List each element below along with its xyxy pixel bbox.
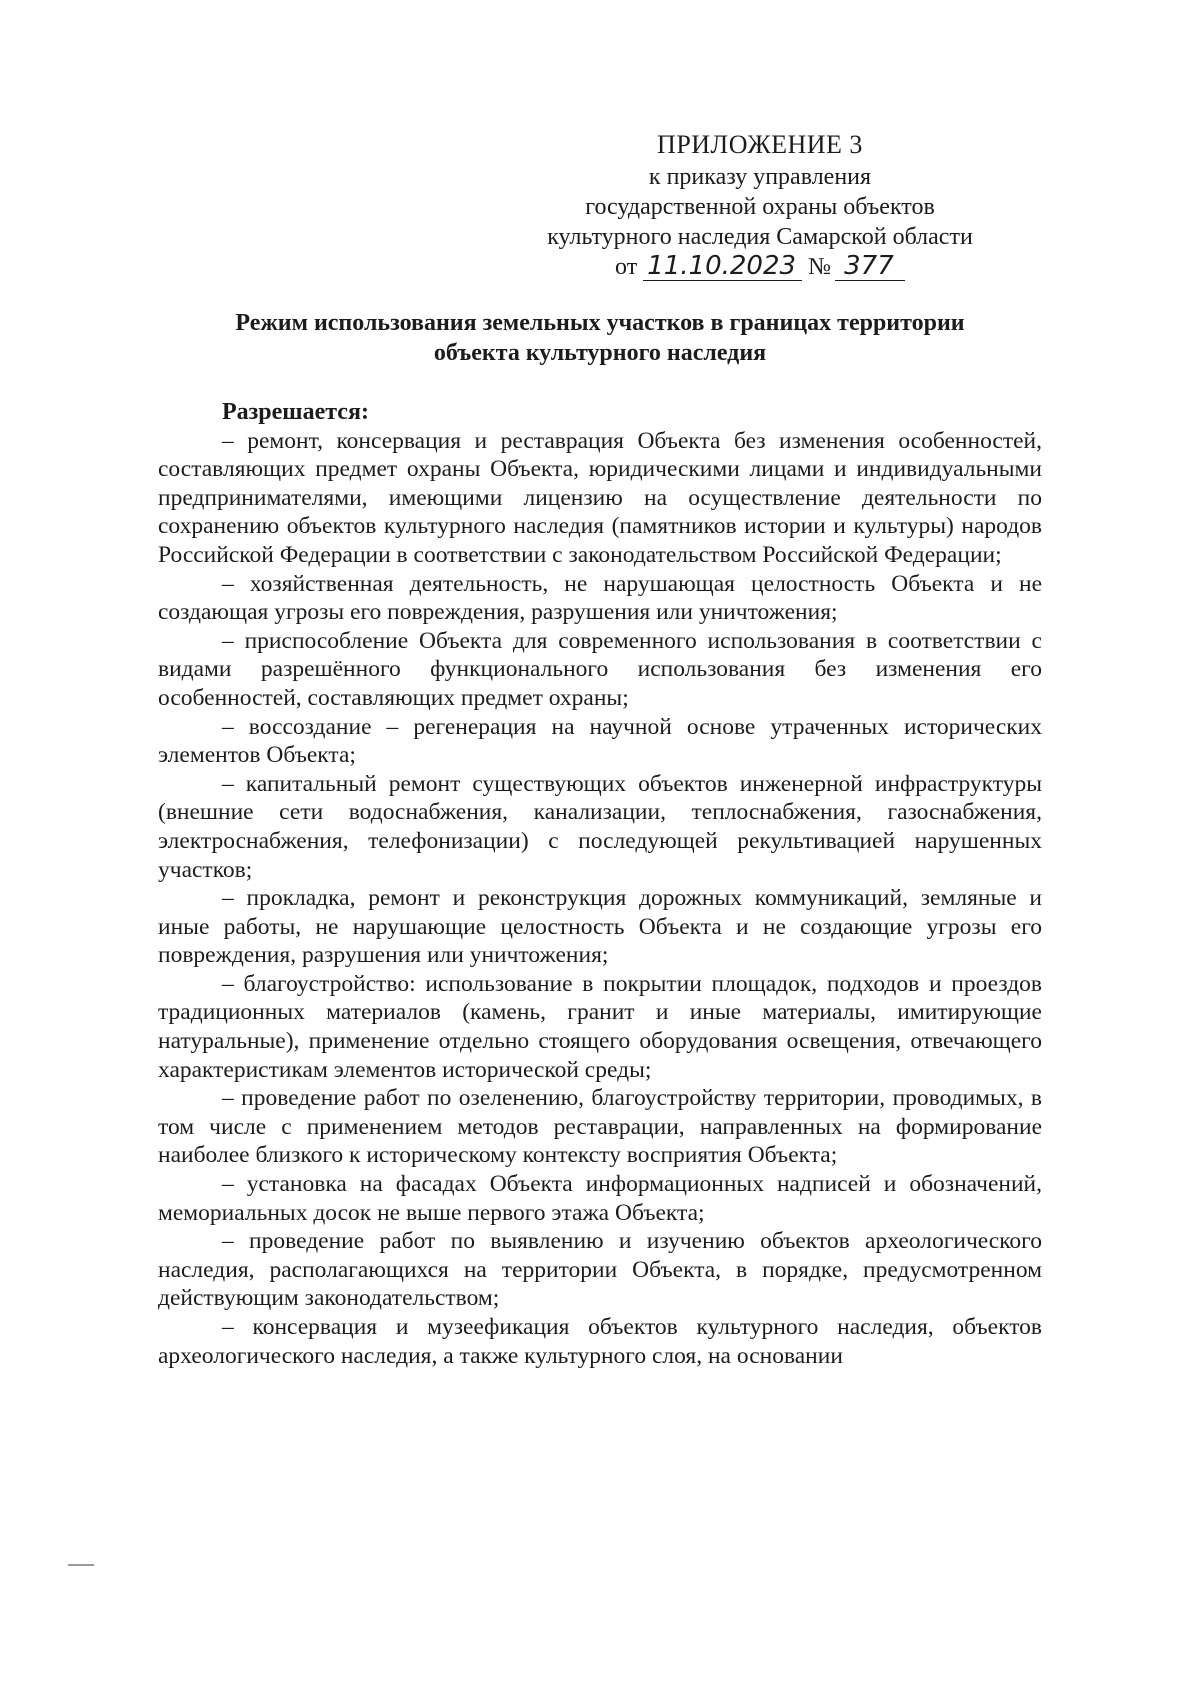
appendix-date-line [480, 252, 1040, 282]
clause-item: – проведение работ по выявлению и изучению объектов археологического наследия, располагающихся на территории Объекта, в порядке, предусмотренном действующим законодательством; [158, 1228, 1042, 1312]
document-title [160, 308, 1040, 368]
document-body [158, 398, 1042, 1370]
title-line-1: Режим использования земельных участков в границах территории [235, 310, 965, 336]
clause-item: – консервация и музеефикация объектов культурного наследия, объектов археологического наследия, а также культурного слоя, на основании [158, 1314, 1042, 1369]
appendix-line-1: к приказу управления [648, 164, 872, 190]
handwritten-date: 11.10.2023 [643, 253, 802, 281]
handwritten-number: 377 [835, 253, 905, 281]
appendix-heading: ПРИЛОЖЕНИЕ 3 [657, 130, 863, 159]
date-prefix: от [615, 254, 638, 280]
appendix-line-3: культурного наследия Самарской области [547, 224, 973, 250]
appendix-header [480, 130, 1040, 282]
clause-item: – хозяйственная деятельность, не нарушающая целостность Объекта и не создающая угрозы его повреждения, разрушения или уничтожения; [158, 570, 1042, 626]
clause-item: – воссоздание – регенерация на научной основе утраченных исторических элементов Объекта; [158, 713, 1042, 769]
number-prefix: № [808, 254, 831, 280]
clause-item: – ремонт, консервация и реставрация Объекта без изменения особенностей, составляющих предмет охраны Объекта, юридическими лицами и индивидуальными предпринимателями, имеющими лицензию на осуществление деятельности по сохранению объектов культурного наследия (памятников истории и культуры) народов Российской Федерации в соответствии с законодательством Российской Федерации; [158, 427, 1042, 568]
clause-item: – приспособление Объекта для современного использования в соответствии с видами разрешённого функционального использования без изменения его особенностей, составляющих предмет охраны; [158, 627, 1042, 711]
clause-item: – установка на фасадах Объекта информационных надписей и обозначений, мемориальных досок не выше первого этажа Объекта; [158, 1171, 1042, 1226]
appendix-line-2: государственной охраны объектов [585, 194, 935, 220]
scan-mark [68, 1564, 94, 1566]
clause-item: – благоустройство: использование в покрытии площадок, подходов и проездов традиционных материалов (камень, гранит и иные материалы, имитирующие натуральные), применение отдельно стоящего оборудования освещения, отвечающего характеристикам элементов исторической среды; [158, 970, 1042, 1083]
clause-item: – прокладка, ремонт и реконструкция дорожных коммуникаций, земляные и иные работы, не нарушающие целостность Объекта и не создающие угрозы его повреждения, разрушения или уничтожения; [158, 885, 1042, 969]
section-label-permitted: Разрешается: [222, 399, 369, 425]
title-line-2: объекта культурного наследия [433, 340, 767, 366]
clause-item: – проведение работ по озеленению, благоустройству территории, проводимых, в том числе с применением методов реставрации, направленных на формирование наиболее близкого к историческому контексту восприятия Объекта; [158, 1085, 1042, 1169]
clause-item: – капитальный ремонт существующих объектов инженерной инфраструктуры (внешние сети водоснабжения, канализации, теплоснабжения, газоснабжения, электроснабжения, телефонизации) с последующей рекультивацией нарушенных участков; [158, 770, 1042, 883]
